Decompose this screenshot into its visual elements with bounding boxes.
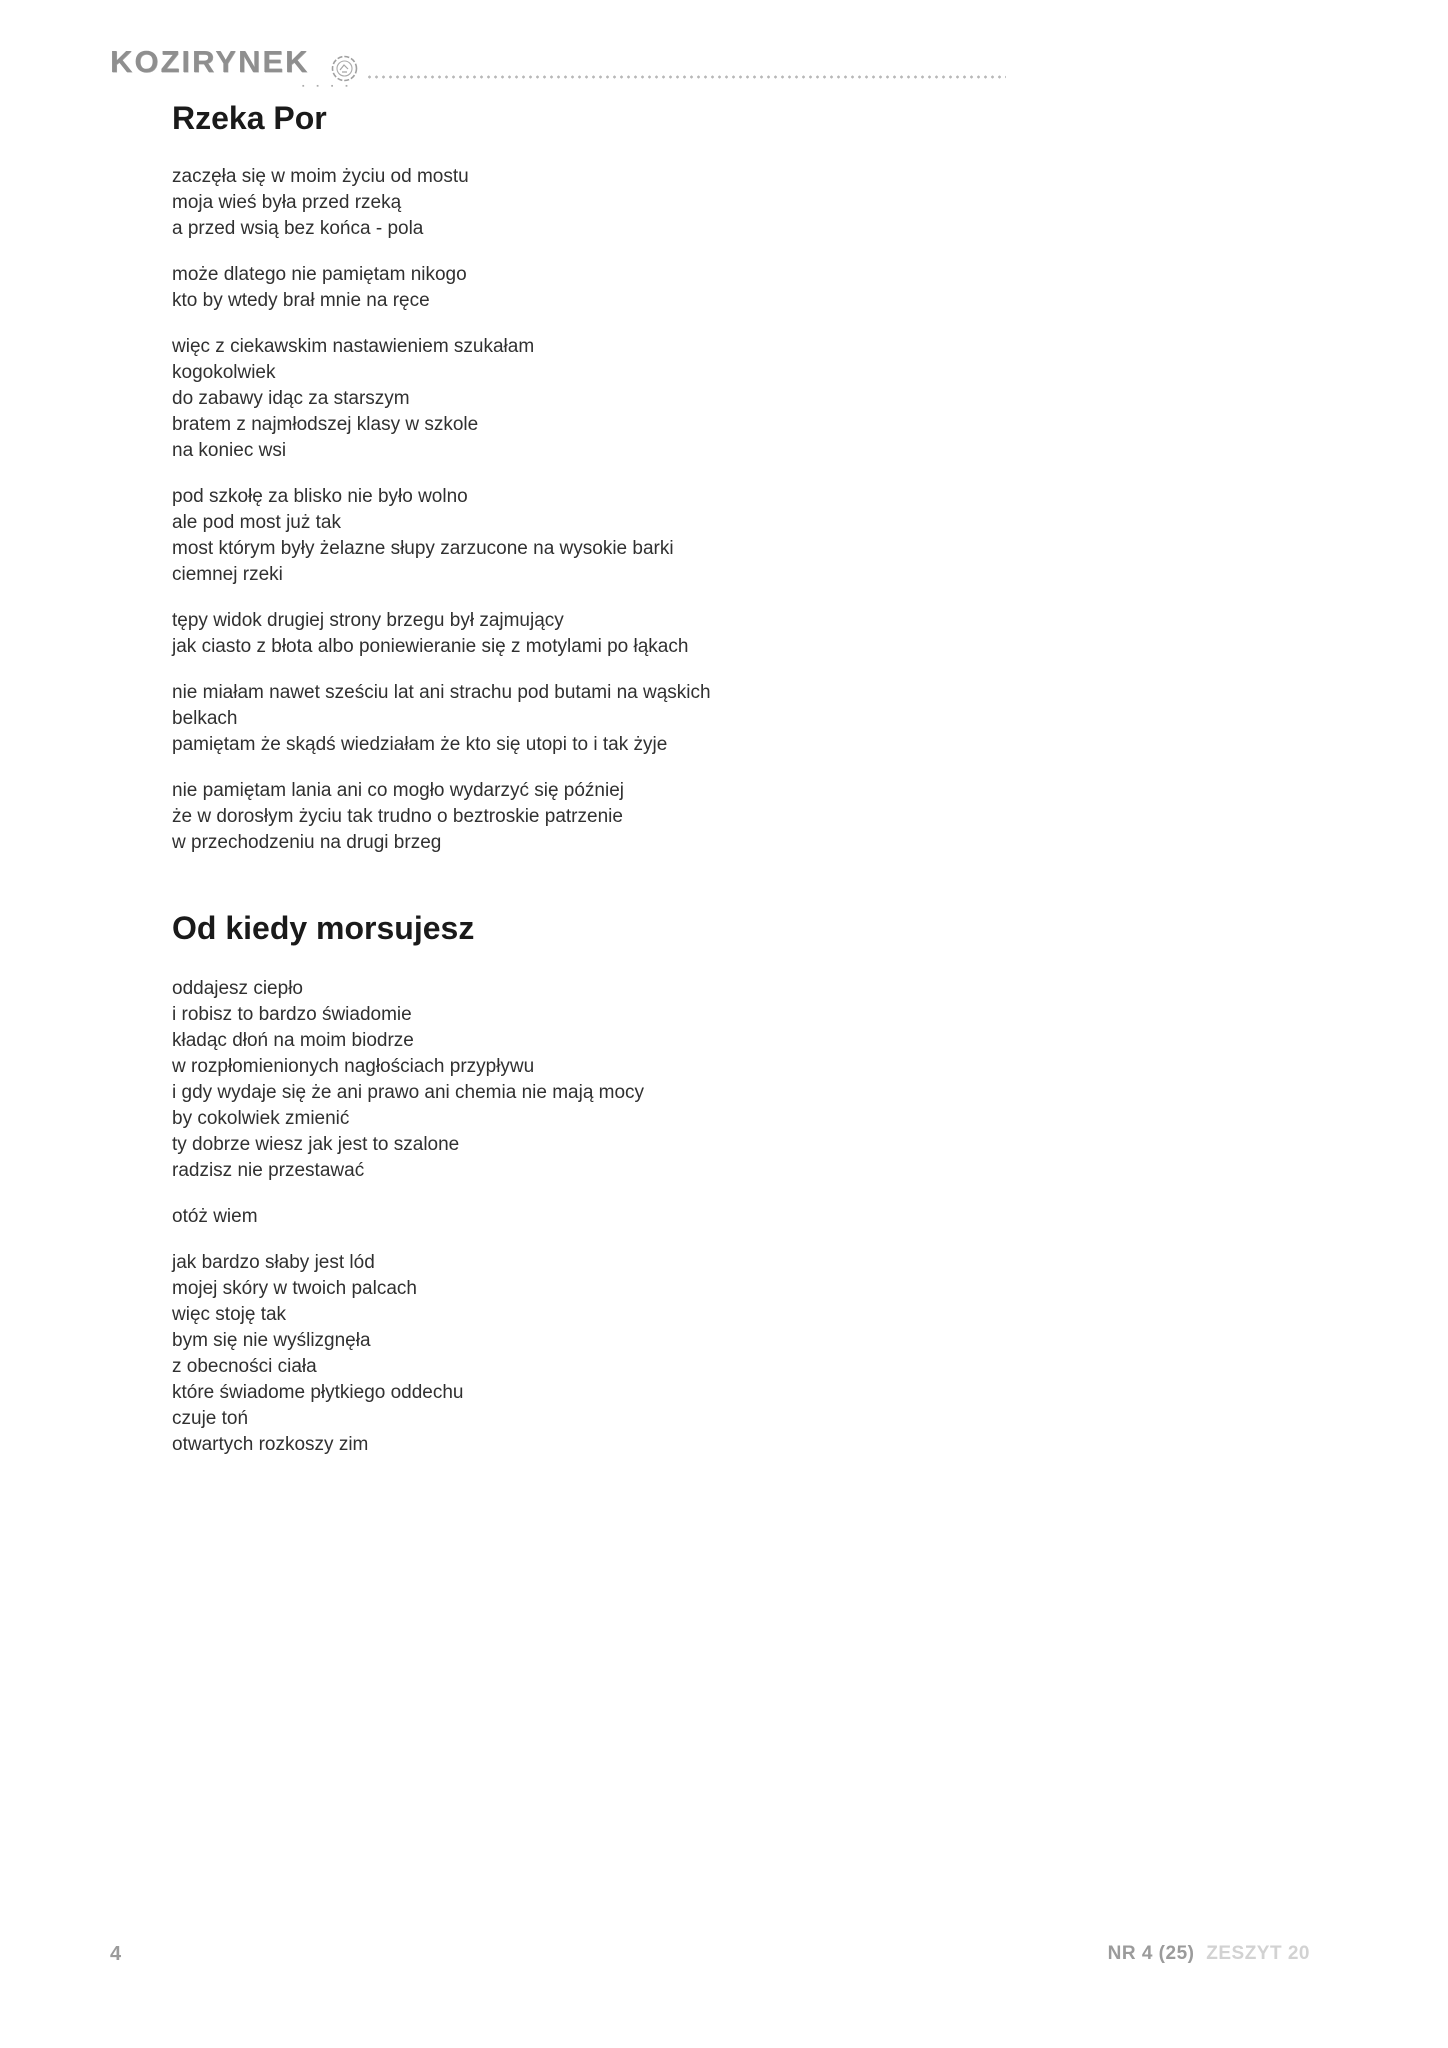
- poem-line: i gdy wydaje się że ani prawo ani chemia nie mają mocy: [172, 1082, 645, 1103]
- poem-title: Od kiedy morsujesz: [172, 910, 475, 946]
- poem-line: pod szkołę za blisko nie było wolno: [172, 486, 468, 507]
- stanza: [172, 484, 1032, 588]
- poem-od-kiedy-morsujesz: [172, 910, 1032, 1458]
- poem-line: pamiętam że skądś wiedziałam że kto się utopi to i tak żyje: [172, 734, 668, 755]
- poem-line: więc stoję tak: [172, 1304, 287, 1325]
- page-footer: [110, 1943, 1310, 1969]
- poem-line: nie miałam nawet sześciu lat ani strachu pod butami na wąskich: [172, 682, 711, 703]
- poem-line: bratem z najmłodszej klasy w szkole: [172, 414, 479, 435]
- stanza: [172, 680, 1032, 758]
- poem-line: kogokolwiek: [172, 362, 276, 383]
- poem-line: belkach: [172, 708, 238, 729]
- poem-line: kładąc dłoń na moim biodrze: [172, 1030, 414, 1051]
- poem-line: by cokolwiek zmienić: [172, 1108, 350, 1129]
- poem-title: Rzeka Por: [172, 100, 327, 136]
- poem-line: moja wieś była przed rzeką: [172, 192, 402, 213]
- stanza: [172, 1250, 1032, 1458]
- issue-number: NR 4 (25): [1107, 1943, 1195, 1964]
- stanza: [172, 778, 1032, 856]
- poem-line: kto by wtedy brał mnie na ręce: [172, 290, 430, 311]
- poem-line: ty dobrze wiesz jak jest to szalone: [172, 1134, 460, 1155]
- poem-line: otwartych rozkoszy zim: [172, 1434, 369, 1455]
- stanza: [172, 976, 1032, 1184]
- poem-line: czuje toń: [172, 1408, 249, 1429]
- poem-line: tępy widok drugiej strony brzegu był zajmujący: [172, 610, 564, 631]
- poem-line: jak bardzo słaby jest lód: [172, 1252, 375, 1273]
- poem-line: most którym były żelazne słupy zarzucone na wysokie barki: [172, 538, 674, 559]
- logo-kozirynek: KOZIRYNEK: [110, 44, 310, 79]
- issue-info: [1108, 1943, 1310, 1965]
- poem-body: [172, 164, 1032, 856]
- poem-body: [172, 976, 1032, 1458]
- page-content: [172, 100, 1032, 1458]
- poem-line: że w dorosłym życiu tak trudno o beztroskie patrzenie: [172, 806, 623, 827]
- page-number: 4: [110, 1943, 122, 1965]
- poem-line: ale pod most już tak: [172, 512, 341, 533]
- poem-line: które świadome płytkiego oddechu: [172, 1382, 464, 1403]
- poem-line: ciemnej rzeki: [172, 564, 283, 585]
- poem-line: więc z ciekawskim nastawieniem szukałam: [172, 336, 535, 357]
- poem-line: zaczęła się w moim życiu od mostu: [172, 166, 469, 187]
- masthead: [110, 44, 1310, 100]
- stanza: [172, 1204, 1032, 1230]
- poem-line: bym się nie wyślizgnęła: [172, 1330, 371, 1351]
- poem-line: oddajesz ciepło: [172, 978, 303, 999]
- stanza: [172, 608, 1032, 660]
- poem-line: na koniec wsi: [172, 440, 287, 461]
- poem-rzeka-por: [172, 100, 1032, 856]
- poem-line: jak ciasto z błota albo poniewieranie się z motylami po łąkach: [172, 636, 689, 657]
- poem-line: i robisz to bardzo świadomie: [172, 1004, 412, 1025]
- poem-line: z obecności ciała: [172, 1356, 317, 1377]
- logo-stamp-icon: [331, 55, 358, 82]
- poem-line: w przechodzeniu na drugi brzeg: [172, 832, 442, 853]
- poem-line: otóż wiem: [172, 1206, 258, 1227]
- poem-line: radzisz nie przestawać: [172, 1160, 365, 1181]
- stanza: [172, 262, 1032, 314]
- issue-zeszyt: ZESZYT 20: [1206, 1943, 1310, 1964]
- dotted-divider: [366, 75, 1006, 79]
- poem-line: mojej skóry w twoich palcach: [172, 1278, 417, 1299]
- poem-line: nie pamiętam lania ani co mogło wydarzyć się później: [172, 780, 625, 801]
- poem-line: a przed wsią bez końca - pola: [172, 218, 424, 239]
- stanza: [172, 164, 1032, 242]
- poem-line: do zabawy idąc za starszym: [172, 388, 410, 409]
- stanza: [172, 334, 1032, 464]
- poem-line: w rozpłomienionych nagłościach przypływu: [172, 1056, 535, 1077]
- logo-subtitle-dots: ▪ ▪ ▪ ▪: [302, 83, 353, 90]
- stamp-circle-graphic: [331, 55, 358, 82]
- poem-line: może dlatego nie pamiętam nikogo: [172, 264, 467, 285]
